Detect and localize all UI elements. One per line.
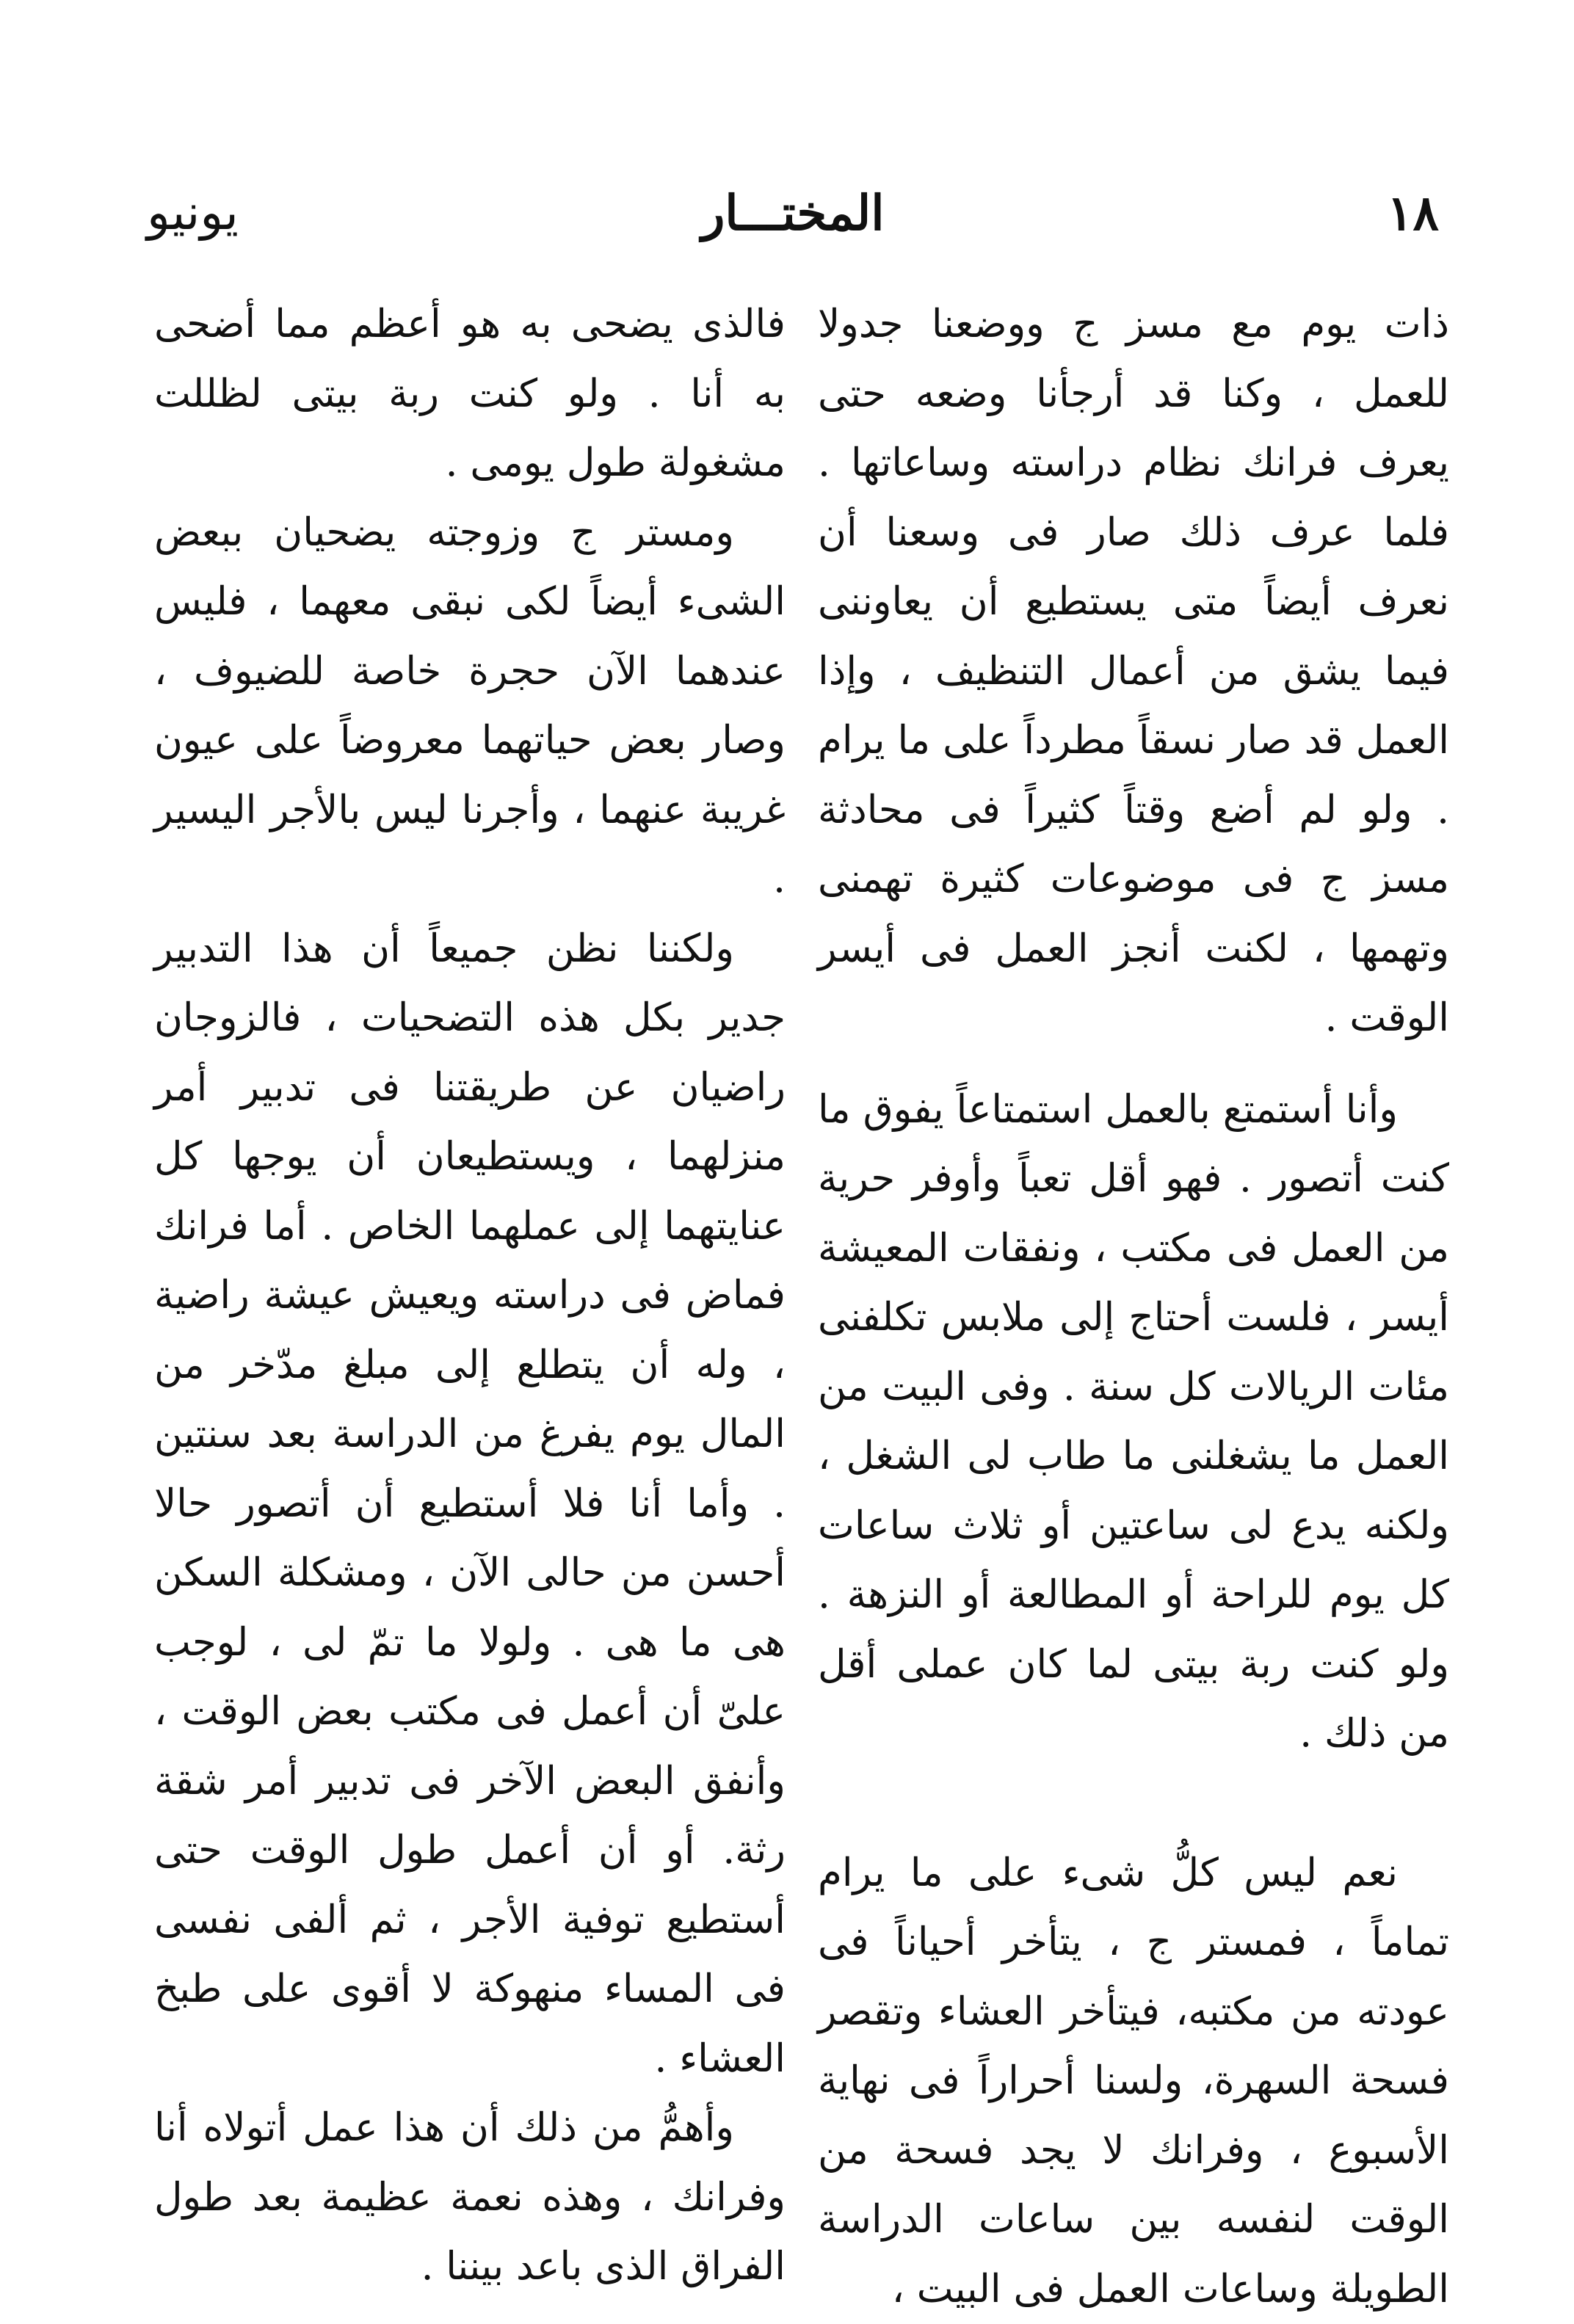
paragraph: ذات يوم مع مسز ج ووضعنا جدولا للعمل ، وكنا قد أرجأنا وضعه حتى يعرف فرانك نظام دراسته وساعاتها . فلما عرف ذلك صار فى وسعنا أن نعرف أيضاً متى يستطيع أن يعاوننى فيما يشق من أعمال التنظيف ، وإذا العمل قد صار نسقاً مطرداً على ما يرام . ولو لم أضع وقتاً كثيراً فى محادثة مسز ج فى موضوعات كثيرة تهمنى وتهمها ، لكنت أنجز العمل فى أيسر الوقت .	[818, 290, 1449, 1053]
paragraph: فالذى يضحى به هو أعظم مما أضحى به أنا . ولو كنت ربة بيتى لظللت مشغولة طول يومى .	[154, 290, 786, 498]
paragraph: ومستر ج وزوجته يضحيان ببعض الشىء أيضاً لكى نبقى معهما ، فليس عندهما الآن حجرة خاصة للضيوف ، وصار بعض حياتهما معروضاً على عيون غريبة عنهما ، وأجرنا ليس بالأجر اليسير .	[154, 498, 786, 915]
right-column	[818, 290, 1449, 2324]
paragraph: ولكننا نظن جميعاً أن هذا التدبير جدير بكل هذه التضحيات ، فالزوجان راضيان عن طريقتنا فى تدبير أمر منزلهما ، ويستطيعان أن يوجها كل عنايتهما إلى عملهما الخاص . أما فرانك فماض فى دراسته ويعيش عيشة راضية ، وله أن يتطلع إلى مبلغ مدّخر من المال يوم يفرغ من الدراسة بعد سنتين . وأما أنا فلا أستطيع أن أتصور حالا أحسن من حالى الآن ، ومشكلة السكن هى ما هى . ولولا ما تمّ لى ، لوجب علىّ أن أعمل فى مكتب بعض الوقت ، وأنفق البعض الآخر فى تدبير أمر شقة رثة. أو أن أعمل طول الوقت حتى أستطيع توفية الأجر ، ثم ألفى نفسى فى المساء منهوكة لا أقوى على طبخ العشاء .	[154, 915, 786, 2094]
left-column	[154, 290, 786, 2302]
page-header	[147, 176, 1439, 264]
paragraph: وأنا أستمتع بالعمل استمتاعاً يفوق ما كنت أتصور . فهو أقل تعباً وأوفر حرية من العمل فى مكتب ، ونفقات المعيشة أيسر ، فلست أحتاج إلى ملابس تكلفنى مئات الريالات كل سنة . وفى البيت من العمل ما يشغلنى ما طاب لى الشغل ، ولكنه يدع لى ساعتين أو ثلاث ساعات كل يوم للراحة أو المطالعة أو النزهة . ولو كنت ربة بيتى لما كان عملى أقل من ذلك .	[818, 1075, 1449, 1769]
paragraph: نعم ليس كلُّ شىء على ما يرام تماماً ، فمستر ج ، يتأخر أحياناً فى عودته من مكتبه، فيتأخر العشاء وتقصر فسحة السهرة، ولسنا أحراراً فى نهاية الأسبوع ، وفرانك لا يجد فسحة من الوقت لنفسه بين ساعات الدراسة الطويلة وساعات العمل فى البيت ،	[818, 1839, 1449, 2324]
running-title: المختـــار	[701, 176, 884, 250]
issue-month: يونيو	[147, 176, 239, 250]
page-number: ١٨	[1387, 176, 1439, 250]
paragraph: وأهمُّ من ذلك أن هذا عمل أتولاه أنا وفرانك ، وهذه نعمة عظيمة بعد طول الفراق الذى باعد بيننا .	[154, 2094, 786, 2302]
